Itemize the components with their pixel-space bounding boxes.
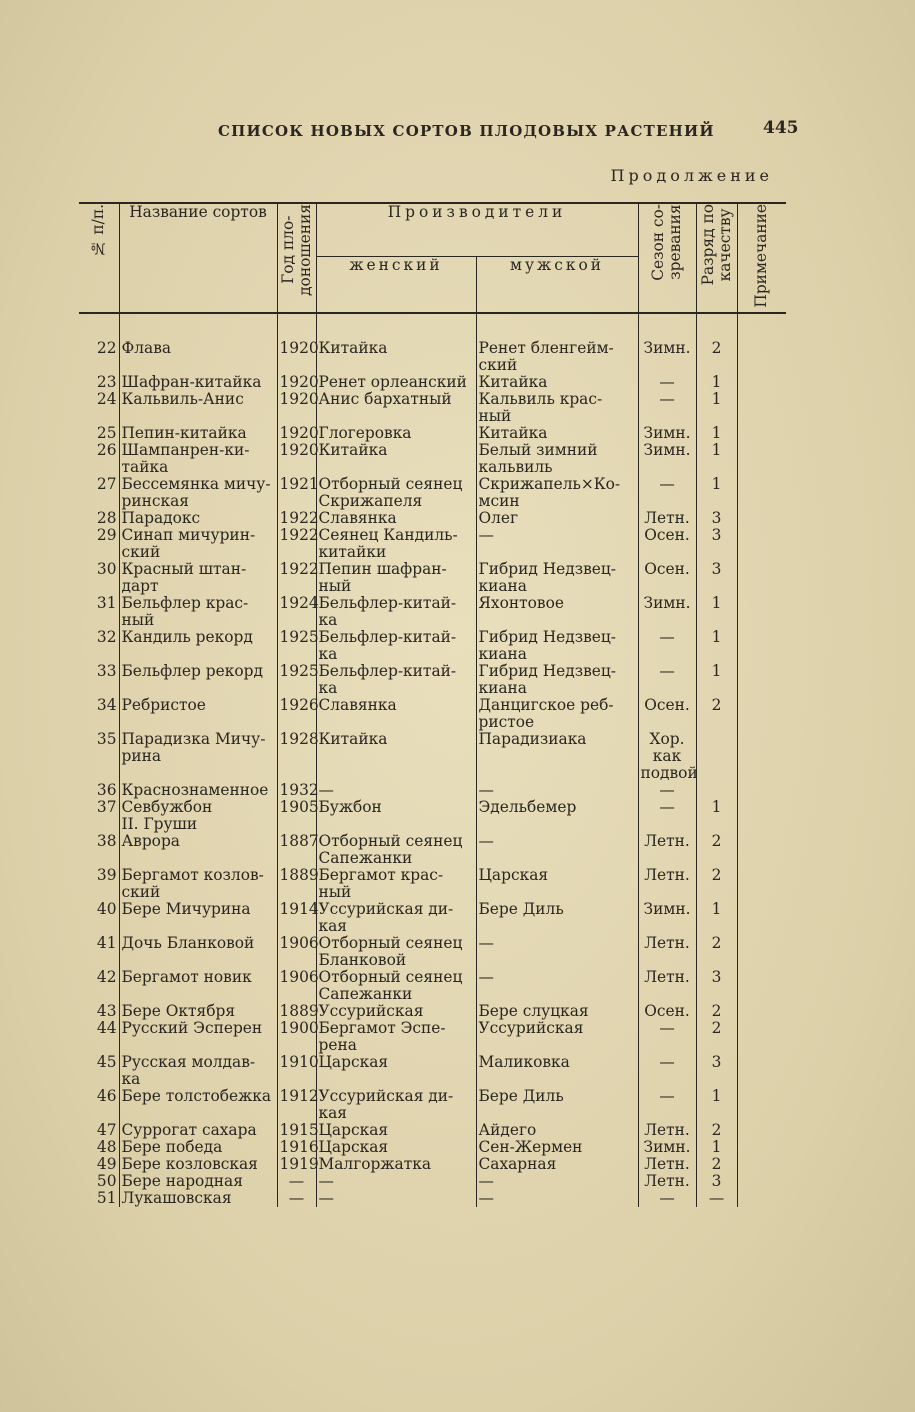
table-row bbox=[79, 833, 786, 867]
cell-num: 33 bbox=[79, 663, 119, 697]
cell-grade: 1 bbox=[696, 391, 737, 425]
cell-season: Зимн. bbox=[638, 1139, 696, 1156]
cell-male: Бере Диль bbox=[476, 1088, 638, 1122]
table-row bbox=[79, 1020, 786, 1054]
cell-male: Ренет бленгейм- ский bbox=[476, 340, 638, 374]
cell-note bbox=[737, 697, 786, 731]
cell-name: Дочь Бланковой bbox=[119, 935, 277, 969]
col-header-season: Сезон со- зревания bbox=[638, 203, 696, 313]
cell-year: 1887 bbox=[277, 833, 316, 867]
cell-num: 50 bbox=[79, 1173, 119, 1190]
cell-grade: 3 bbox=[696, 1054, 737, 1088]
cell-season: Летн. bbox=[638, 833, 696, 867]
section-row bbox=[79, 816, 786, 833]
cell-female: Отборный сеянец Скрижапеля bbox=[316, 476, 476, 510]
cell-female: Пепин шафран- ный bbox=[316, 561, 476, 595]
cell-name: Красный штан- дарт bbox=[119, 561, 277, 595]
cell-note bbox=[737, 425, 786, 442]
cell-note bbox=[737, 1122, 786, 1139]
cell-female: Анис бархатный bbox=[316, 391, 476, 425]
cell-year: 1928 bbox=[277, 731, 316, 782]
cell-num: 49 bbox=[79, 1156, 119, 1173]
cell-num: 47 bbox=[79, 1122, 119, 1139]
cell-year: 1912 bbox=[277, 1088, 316, 1122]
cell-num: 36 bbox=[79, 782, 119, 799]
cell-grade: 1 bbox=[696, 1139, 737, 1156]
cell-grade: 1 bbox=[696, 1088, 737, 1122]
cell-male: Сахарная bbox=[476, 1156, 638, 1173]
cell-name: Суррогат сахара bbox=[119, 1122, 277, 1139]
cell-name: Бергамот новик bbox=[119, 969, 277, 1003]
cell-note bbox=[737, 510, 786, 527]
cell-name: Флава bbox=[119, 340, 277, 374]
cell-male: — bbox=[476, 969, 638, 1003]
cell-male: Эдельбемер bbox=[476, 799, 638, 816]
cell-female: Бергамот Эспе- рена bbox=[316, 1020, 476, 1054]
cell-year: 1922 bbox=[277, 510, 316, 527]
cell-grade: 1 bbox=[696, 595, 737, 629]
col-header-female: женский bbox=[316, 257, 476, 313]
cell-name: Парадокс bbox=[119, 510, 277, 527]
cell-num: 28 bbox=[79, 510, 119, 527]
cell-male: Уссурийская bbox=[476, 1020, 638, 1054]
cell-season: — bbox=[638, 1088, 696, 1122]
cell-name: Бергамот козлов- ский bbox=[119, 867, 277, 901]
cell-male: Гибрид Недзвец- киана bbox=[476, 663, 638, 697]
cell-season: Зимн. bbox=[638, 340, 696, 374]
cell-male: Бере Диль bbox=[476, 901, 638, 935]
cell-female: Уссурийская ди- кая bbox=[316, 901, 476, 935]
cell-male: Данцигское реб- ристое bbox=[476, 697, 638, 731]
cell-season: Хор. как подвой bbox=[638, 731, 696, 782]
table-row bbox=[79, 697, 786, 731]
cell-grade: 1 bbox=[696, 425, 737, 442]
cell-grade: — bbox=[696, 1190, 737, 1207]
cell-num: 40 bbox=[79, 901, 119, 935]
table-header bbox=[79, 203, 786, 313]
cell-year: 1889 bbox=[277, 1003, 316, 1020]
cell-note bbox=[737, 340, 786, 374]
cell-male: Скрижапель×Ко- мсин bbox=[476, 476, 638, 510]
cell-name: Бере победа bbox=[119, 1139, 277, 1156]
cell-note bbox=[737, 1003, 786, 1020]
cell-female: — bbox=[316, 1173, 476, 1190]
cell-male: Гибрид Недзвец- киана bbox=[476, 561, 638, 595]
cell-season: Летн. bbox=[638, 1173, 696, 1190]
cell-note bbox=[737, 935, 786, 969]
table-row bbox=[79, 340, 786, 374]
cell-season: — bbox=[638, 629, 696, 663]
cell-male: — bbox=[476, 1190, 638, 1207]
cell-note bbox=[737, 629, 786, 663]
col-header-grade: Разряд по качеству bbox=[696, 203, 737, 313]
cell-note bbox=[737, 833, 786, 867]
table-row bbox=[79, 731, 786, 782]
table-row bbox=[79, 629, 786, 663]
cell-num: 46 bbox=[79, 1088, 119, 1122]
cell-note bbox=[737, 1156, 786, 1173]
cell-note bbox=[737, 391, 786, 425]
cell-note bbox=[737, 595, 786, 629]
cell-grade: 2 bbox=[696, 1156, 737, 1173]
cell-male: Яхонтовое bbox=[476, 595, 638, 629]
table-row bbox=[79, 1054, 786, 1088]
cell-male: — bbox=[476, 1173, 638, 1190]
cell-name: Шафран-китайка bbox=[119, 374, 277, 391]
table-row bbox=[79, 1122, 786, 1139]
cell-name: Бере Октября bbox=[119, 1003, 277, 1020]
cell-note bbox=[737, 799, 786, 816]
table-row bbox=[79, 425, 786, 442]
cell-name: Синап мичурин- ский bbox=[119, 527, 277, 561]
cell-male: Олег bbox=[476, 510, 638, 527]
section-title-pears: II. Груши bbox=[119, 816, 277, 833]
table-row bbox=[79, 561, 786, 595]
cell-season: Осен. bbox=[638, 527, 696, 561]
cell-season: — bbox=[638, 391, 696, 425]
cell-num: 43 bbox=[79, 1003, 119, 1020]
cell-female: Славянка bbox=[316, 697, 476, 731]
cell-male: Гибрид Недзвец- киана bbox=[476, 629, 638, 663]
cell-grade: 2 bbox=[696, 1020, 737, 1054]
cell-year: 1889 bbox=[277, 867, 316, 901]
cell-male: Белый зимний кальвиль bbox=[476, 442, 638, 476]
cell-name: Кальвиль-Анис bbox=[119, 391, 277, 425]
cell-year: 1916 bbox=[277, 1139, 316, 1156]
cell-grade: 1 bbox=[696, 442, 737, 476]
cell-grade: 1 bbox=[696, 476, 737, 510]
cell-note bbox=[737, 901, 786, 935]
cell-year: 1900 bbox=[277, 1020, 316, 1054]
table-row bbox=[79, 476, 786, 510]
cell-year: 1920 bbox=[277, 442, 316, 476]
table-row bbox=[79, 374, 786, 391]
cell-year: 1919 bbox=[277, 1156, 316, 1173]
cell-num: 37 bbox=[79, 799, 119, 816]
table-row bbox=[79, 595, 786, 629]
cell-grade: 2 bbox=[696, 867, 737, 901]
cell-year: 1926 bbox=[277, 697, 316, 731]
cell-grade: 1 bbox=[696, 799, 737, 816]
cell-note bbox=[737, 969, 786, 1003]
cell-male: Парадизиака bbox=[476, 731, 638, 782]
cell-male: — bbox=[476, 833, 638, 867]
cell-year: 1920 bbox=[277, 425, 316, 442]
cell-num: 45 bbox=[79, 1054, 119, 1088]
cell-season: Летн. bbox=[638, 867, 696, 901]
cell-grade: 1 bbox=[696, 374, 737, 391]
cell-note bbox=[737, 731, 786, 782]
col-header-note: Примечание bbox=[737, 203, 786, 313]
cell-grade: 2 bbox=[696, 697, 737, 731]
cell-female: Бельфлер-китай- ка bbox=[316, 663, 476, 697]
cell-season: Летн. bbox=[638, 510, 696, 527]
cell-season: Зимн. bbox=[638, 442, 696, 476]
table-row bbox=[79, 969, 786, 1003]
varieties-table bbox=[79, 202, 786, 1207]
cell-note bbox=[737, 1020, 786, 1054]
cell-name: Шампанрен-ки- тайка bbox=[119, 442, 277, 476]
table-row bbox=[79, 867, 786, 901]
cell-num: 48 bbox=[79, 1139, 119, 1156]
cell-female: Китайка bbox=[316, 340, 476, 374]
cell-grade: 3 bbox=[696, 527, 737, 561]
cell-num: 42 bbox=[79, 969, 119, 1003]
cell-grade: 2 bbox=[696, 1122, 737, 1139]
cell-year: 1914 bbox=[277, 901, 316, 935]
cell-num: 51 bbox=[79, 1190, 119, 1207]
cell-note bbox=[737, 1088, 786, 1122]
cell-year: 1915 bbox=[277, 1122, 316, 1139]
cell-female: — bbox=[316, 1190, 476, 1207]
table-row bbox=[79, 782, 786, 799]
cell-note bbox=[737, 561, 786, 595]
cell-note bbox=[737, 1054, 786, 1088]
cell-male: — bbox=[476, 782, 638, 799]
cell-num: 44 bbox=[79, 1020, 119, 1054]
cell-num: 39 bbox=[79, 867, 119, 901]
cell-grade: 3 bbox=[696, 969, 737, 1003]
cell-season: Летн. bbox=[638, 935, 696, 969]
cell-year: — bbox=[277, 1190, 316, 1207]
cell-name: Ребристое bbox=[119, 697, 277, 731]
cell-female: Китайка bbox=[316, 442, 476, 476]
cell-female: Бергамот крас- ный bbox=[316, 867, 476, 901]
cell-name: Кандиль рекорд bbox=[119, 629, 277, 663]
cell-female: Царская bbox=[316, 1139, 476, 1156]
cell-grade bbox=[696, 782, 737, 799]
cell-note bbox=[737, 1173, 786, 1190]
cell-year: 1924 bbox=[277, 595, 316, 629]
cell-name: Бельфлер рекорд bbox=[119, 663, 277, 697]
col-header-name: Название сортов bbox=[119, 203, 277, 313]
table-row bbox=[79, 901, 786, 935]
cell-female: Уссурийская ди- кая bbox=[316, 1088, 476, 1122]
table-row bbox=[79, 510, 786, 527]
cell-female: Малгоржатка bbox=[316, 1156, 476, 1173]
cell-year: 1925 bbox=[277, 663, 316, 697]
cell-female: Сеянец Кандиль- китайки bbox=[316, 527, 476, 561]
cell-female: Китайка bbox=[316, 731, 476, 782]
cell-female: Бужбон bbox=[316, 799, 476, 816]
cell-num: 23 bbox=[79, 374, 119, 391]
cell-year: 1925 bbox=[277, 629, 316, 663]
table-row bbox=[79, 1139, 786, 1156]
cell-season: — bbox=[638, 663, 696, 697]
cell-season: Осен. bbox=[638, 561, 696, 595]
continuation-label: Продолжение bbox=[610, 166, 773, 185]
cell-note bbox=[737, 374, 786, 391]
cell-year: 1905 bbox=[277, 799, 316, 816]
cell-year: 1932 bbox=[277, 782, 316, 799]
cell-name: Бере народная bbox=[119, 1173, 277, 1190]
cell-name: Бельфлер крас- ный bbox=[119, 595, 277, 629]
cell-male: Сен-Жермен bbox=[476, 1139, 638, 1156]
cell-grade: 2 bbox=[696, 1003, 737, 1020]
cell-male: — bbox=[476, 935, 638, 969]
page-number: 445 bbox=[763, 118, 799, 138]
cell-season: — bbox=[638, 1054, 696, 1088]
running-head: СПИСОК НОВЫХ СОРТОВ ПЛОДОВЫХ РАСТЕНИЙ bbox=[218, 122, 715, 140]
cell-name: Аврора bbox=[119, 833, 277, 867]
cell-season: Летн. bbox=[638, 1156, 696, 1173]
table-row bbox=[79, 1003, 786, 1020]
cell-female: — bbox=[316, 782, 476, 799]
cell-grade: 3 bbox=[696, 561, 737, 595]
cell-note bbox=[737, 1139, 786, 1156]
cell-name: Бере толстобежка bbox=[119, 1088, 277, 1122]
table-row bbox=[79, 527, 786, 561]
table-row bbox=[79, 1190, 786, 1207]
cell-male: Китайка bbox=[476, 374, 638, 391]
cell-num: 25 bbox=[79, 425, 119, 442]
col-header-producers: Производители bbox=[316, 203, 638, 257]
cell-grade: 1 bbox=[696, 901, 737, 935]
cell-name: Бере Мичурина bbox=[119, 901, 277, 935]
cell-note bbox=[737, 867, 786, 901]
col-header-year: Год пло- доношения bbox=[277, 203, 316, 313]
cell-female: Ренет орлеанский bbox=[316, 374, 476, 391]
cell-season: — bbox=[638, 374, 696, 391]
cell-grade bbox=[696, 731, 737, 782]
cell-female: Бельфлер-китай- ка bbox=[316, 595, 476, 629]
cell-year: — bbox=[277, 1173, 316, 1190]
table-row bbox=[79, 442, 786, 476]
cell-note bbox=[737, 442, 786, 476]
cell-year: 1922 bbox=[277, 527, 316, 561]
cell-num: 27 bbox=[79, 476, 119, 510]
cell-num: 41 bbox=[79, 935, 119, 969]
table-row bbox=[79, 799, 786, 816]
cell-name: Севбужбон bbox=[119, 799, 277, 816]
cell-grade: 2 bbox=[696, 935, 737, 969]
cell-grade: 3 bbox=[696, 1173, 737, 1190]
cell-male: Бере слуцкая bbox=[476, 1003, 638, 1020]
cell-season: Осен. bbox=[638, 1003, 696, 1020]
cell-note bbox=[737, 663, 786, 697]
cell-female: Царская bbox=[316, 1054, 476, 1088]
cell-season: — bbox=[638, 476, 696, 510]
cell-num: 24 bbox=[79, 391, 119, 425]
cell-male: — bbox=[476, 527, 638, 561]
cell-season: — bbox=[638, 799, 696, 816]
cell-name: Лукашовская bbox=[119, 1190, 277, 1207]
cell-year: 1920 bbox=[277, 374, 316, 391]
cell-num: 29 bbox=[79, 527, 119, 561]
cell-year: 1920 bbox=[277, 391, 316, 425]
cell-num: 31 bbox=[79, 595, 119, 629]
cell-name: Русский Эсперен bbox=[119, 1020, 277, 1054]
cell-female: Славянка bbox=[316, 510, 476, 527]
col-header-num: № п/п. bbox=[79, 203, 119, 313]
cell-grade: 3 bbox=[696, 510, 737, 527]
cell-male: Маликовка bbox=[476, 1054, 638, 1088]
cell-num: 38 bbox=[79, 833, 119, 867]
cell-season: Зимн. bbox=[638, 901, 696, 935]
cell-num: 35 bbox=[79, 731, 119, 782]
cell-female: Отборный сеянец Сапежанки bbox=[316, 969, 476, 1003]
cell-note bbox=[737, 527, 786, 561]
cell-female: Бельфлер-китай- ка bbox=[316, 629, 476, 663]
cell-year: 1910 bbox=[277, 1054, 316, 1088]
cell-grade: 2 bbox=[696, 340, 737, 374]
cell-num: 26 bbox=[79, 442, 119, 476]
table-row bbox=[79, 1088, 786, 1122]
cell-season: Осен. bbox=[638, 697, 696, 731]
cell-note bbox=[737, 1190, 786, 1207]
table-row bbox=[79, 391, 786, 425]
cell-season: — bbox=[638, 1190, 696, 1207]
cell-female: Уссурийская bbox=[316, 1003, 476, 1020]
cell-season: — bbox=[638, 1020, 696, 1054]
cell-grade: 2 bbox=[696, 833, 737, 867]
cell-male: Айдего bbox=[476, 1122, 638, 1139]
cell-season: Летн. bbox=[638, 969, 696, 1003]
table-row bbox=[79, 935, 786, 969]
table-body bbox=[79, 313, 786, 1207]
cell-name: Бессемянка мичу- ринская bbox=[119, 476, 277, 510]
col-header-male: мужской bbox=[476, 257, 638, 313]
cell-name: Парадизка Мичу- рина bbox=[119, 731, 277, 782]
cell-num: 22 bbox=[79, 340, 119, 374]
cell-male: Царская bbox=[476, 867, 638, 901]
cell-male: Кальвиль крас- ный bbox=[476, 391, 638, 425]
cell-note bbox=[737, 782, 786, 799]
cell-year: 1920 bbox=[277, 340, 316, 374]
cell-name: Русская молдав- ка bbox=[119, 1054, 277, 1088]
cell-female: Глогеровка bbox=[316, 425, 476, 442]
cell-name: Краснознаменное bbox=[119, 782, 277, 799]
table-row bbox=[79, 663, 786, 697]
table-row bbox=[79, 1156, 786, 1173]
cell-name: Пепин-китайка bbox=[119, 425, 277, 442]
cell-grade: 1 bbox=[696, 629, 737, 663]
cell-year: 1906 bbox=[277, 935, 316, 969]
cell-male: Китайка bbox=[476, 425, 638, 442]
cell-year: 1906 bbox=[277, 969, 316, 1003]
table-row bbox=[79, 1173, 786, 1190]
cell-season: Летн. bbox=[638, 1122, 696, 1139]
cell-season: Зимн. bbox=[638, 425, 696, 442]
cell-name: Бере козловская bbox=[119, 1156, 277, 1173]
cell-season: Зимн. bbox=[638, 595, 696, 629]
cell-year: 1921 bbox=[277, 476, 316, 510]
cell-num: 34 bbox=[79, 697, 119, 731]
cell-num: 30 bbox=[79, 561, 119, 595]
cell-note bbox=[737, 476, 786, 510]
cell-season: — bbox=[638, 782, 696, 799]
cell-num: 32 bbox=[79, 629, 119, 663]
cell-grade: 1 bbox=[696, 663, 737, 697]
cell-female: Царская bbox=[316, 1122, 476, 1139]
cell-female: Отборный сеянец Сапежанки bbox=[316, 833, 476, 867]
cell-female: Отборный сеянец Бланковой bbox=[316, 935, 476, 969]
cell-year: 1922 bbox=[277, 561, 316, 595]
